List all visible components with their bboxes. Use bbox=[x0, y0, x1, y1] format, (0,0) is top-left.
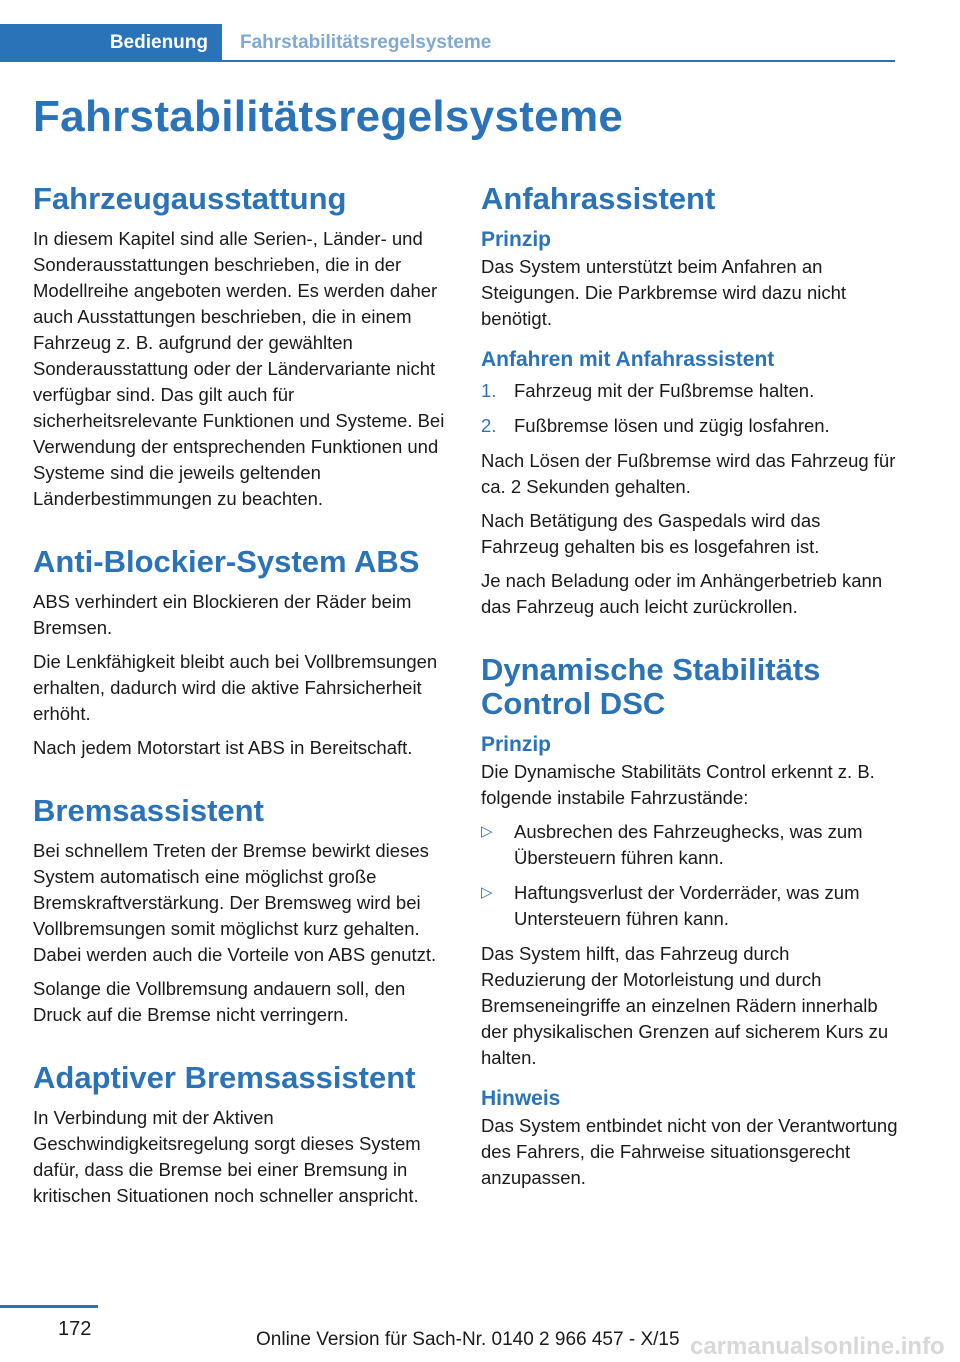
paragraph: Das System unterstützt beim Anfahren an Steigungen. Die Parkbremse wird dazu nicht benötigt. bbox=[481, 256, 847, 329]
section-heading: Adaptiver Bremsassistent bbox=[33, 1060, 416, 1095]
section-adaptiver-bremsassistent bbox=[33, 1061, 448, 1209]
section-heading: Fahrzeugausstattung bbox=[33, 181, 347, 216]
header-bar bbox=[0, 24, 895, 62]
section-heading: Bremsassistent bbox=[33, 793, 264, 828]
paragraph: Die Dynamische Stabilitäts Control erkennt z. B. folgende instabile Fahrzustände: bbox=[481, 761, 875, 808]
subheading: Prinzip bbox=[481, 228, 552, 251]
paragraph: Die Lenkfähigkeit bleibt auch bei Vollbremsungen erhalten, dadurch wird die aktive Fahrsicherheit erhöht. bbox=[33, 651, 438, 724]
paragraph: Nach Betätigung des Gaspedals wird das Fahrzeug gehalten bis es losgefahren ist. bbox=[481, 510, 821, 557]
left-column bbox=[33, 182, 448, 1242]
list-item bbox=[481, 819, 899, 871]
section-heading: Dynamische Stabilitäts Control DSC bbox=[481, 652, 821, 721]
page-title: Fahrstabilitätsregelsysteme bbox=[33, 92, 624, 141]
step-number: 2. bbox=[481, 415, 497, 436]
paragraph: In Verbindung mit der Aktiven Geschwindigkeitsregelung sorgt dieses System dafür, dass die Bremse bei einer Bremsung in kritischen Situationen noch schneller anspricht. bbox=[33, 1107, 421, 1206]
paragraph: Je nach Beladung oder im Anhängerbetrieb kann das Fahrzeug auch leicht zurückrollen. bbox=[481, 570, 883, 617]
triangle-bullet-icon: ▷ bbox=[481, 884, 493, 901]
paragraph: In diesem Kapitel sind alle Serien-, Länder- und Sonderausstattungen beschrieben, die in der Modellreihe angeboten werden. Es werden daher auch Ausstattungen beschrieben, die in einem Fahrzeug z. B. aufgrund der gewählten Sonderausstattung oder der Ländervariante nicht verfügbar sind. Das gilt auch für sicherheitsrelevante Funktionen und Systeme. Bei Verwendung der entsprechenden Funktionen und Systeme sind die jeweils geltenden Länderbestimmungen zu beachten. bbox=[33, 228, 445, 509]
step-text: Fußbremse lösen und zügig losfahren. bbox=[514, 415, 830, 436]
section-heading: Anti-Blockier-System ABS bbox=[33, 544, 420, 579]
bullet-text: Haftungsverlust der Vorderräder, was zum Untersteuern führen kann. bbox=[514, 882, 860, 929]
steps-list bbox=[481, 378, 899, 439]
paragraph: Nach Lösen der Fußbremse wird das Fahrzeug für ca. 2 Sekunden gehalten. bbox=[481, 450, 896, 497]
step-text: Fahrzeug mit der Fußbremse halten. bbox=[514, 380, 815, 401]
section-bremsassistent bbox=[33, 794, 448, 1028]
section-abs bbox=[33, 545, 448, 761]
bullet-list bbox=[481, 819, 899, 932]
list-item bbox=[481, 880, 899, 932]
paragraph: ABS verhindert ein Blockieren der Räder beim Bremsen. bbox=[33, 591, 412, 638]
bullet-text: Ausbrechen des Fahrzeughecks, was zum Übersteuern führen kann. bbox=[514, 821, 863, 868]
watermark: carmanualsonline.info bbox=[690, 1333, 945, 1360]
section-anfahrassistent bbox=[481, 182, 899, 620]
section-dsc bbox=[481, 653, 899, 1191]
section-tab[interactable] bbox=[240, 24, 491, 62]
list-item bbox=[481, 378, 899, 404]
chapter-tab-label: Bedienung bbox=[109, 32, 208, 53]
footer-rule bbox=[0, 1305, 98, 1308]
paragraph: Solange die Vollbremsung andauern soll, den Druck auf die Bremse nicht verringern. bbox=[33, 978, 406, 1025]
triangle-bullet-icon: ▷ bbox=[481, 823, 493, 840]
subheading: Anfahren mit Anfahrassistent bbox=[481, 348, 775, 371]
paragraph: Das System entbindet nicht von der Verantwortung des Fahrers, die Fahrweise situationsgerecht anzupassen. bbox=[481, 1115, 898, 1188]
paragraph: Nach jedem Motorstart ist ABS in Bereitschaft. bbox=[33, 737, 413, 758]
paragraph: Bei schnellem Treten der Bremse bewirkt dieses System automatisch eine möglichst große Bremskraftverstärkung. Der Bremsweg wird bei Vollbremsungen somit möglichst kurz gehalten. Dabei werden auch die Vorteile von ABS genutzt. bbox=[33, 840, 437, 965]
list-item bbox=[481, 413, 899, 439]
right-column bbox=[481, 182, 899, 1224]
step-number: 1. bbox=[481, 380, 497, 401]
chapter-tab[interactable] bbox=[0, 24, 222, 62]
page-number: 172 bbox=[58, 1318, 92, 1340]
subheading: Hinweis bbox=[481, 1087, 561, 1110]
header-rule bbox=[222, 60, 895, 62]
section-tab-label: Fahrstabilitätsregelsysteme bbox=[240, 32, 492, 53]
subheading: Prinzip bbox=[481, 733, 552, 756]
paragraph: Das System hilft, das Fahrzeug durch Reduzierung der Motorleistung und durch Bremseneingriffe an einzelnen Rädern innerhalb der physikalischen Grenzen auf sicherem Kurs zu halten. bbox=[481, 943, 889, 1068]
section-heading: Anfahrassistent bbox=[481, 181, 716, 216]
online-version-note: Online Version für Sach-Nr. 0140 2 966 457 - X/15 bbox=[256, 1329, 680, 1350]
section-fahrzeugausstattung bbox=[33, 182, 448, 512]
